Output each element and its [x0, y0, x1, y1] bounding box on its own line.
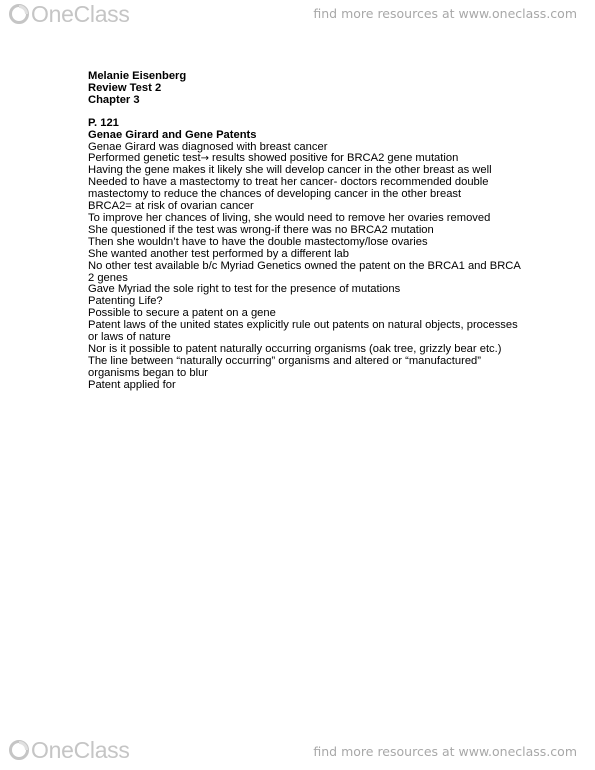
document-body: [88, 71, 528, 392]
page-footer: [0, 734, 595, 770]
right-arrow-icon: →: [200, 153, 209, 165]
note-line: Having the gene makes it likely she will develop cancer in the other breast as well: [88, 164, 492, 177]
note-line: She questioned if the test was wrong-if there was no BRCA2 mutation: [88, 223, 434, 236]
chapter-title: Chapter 3: [88, 93, 140, 106]
page-reference: P. 121: [88, 116, 119, 129]
oneclass-logo-icon: [8, 739, 30, 761]
test-title: Review Test 2: [88, 81, 162, 94]
note-line: Needed to have a mastectomy to treat her cancer- doctors recommended double: [88, 176, 489, 189]
note-line: BRCA2= at risk of ovarian cancer: [88, 200, 254, 213]
arrow-line-before: Performed genetic test: [88, 152, 201, 165]
note-line: Genae Girard was diagnosed with breast cancer: [88, 140, 328, 153]
note-line: Patent laws of the united states explicitly rule out patents on natural objects, processes: [88, 319, 518, 332]
note-line: She wanted another test performed by a different lab: [88, 247, 349, 260]
note-line: To improve her chances of living, she would need to remove her ovaries removed: [88, 211, 491, 224]
oneclass-logo[interactable]: [8, 2, 130, 26]
note-line: The line between “naturally occurring” organisms and altered or “manufactured”: [88, 354, 481, 367]
note-line: Nor is it possible to patent naturally occurring organisms (oak tree, grizzly bear etc.): [88, 342, 502, 355]
page-header: [0, 0, 595, 36]
note-line: Gave Myriad the sole right to test for the presence of mutations: [88, 283, 401, 296]
author-name: Melanie Eisenberg: [88, 70, 187, 82]
note-line: Patenting Life?: [88, 295, 163, 308]
section-title: Genae Girard and Gene Patents: [88, 128, 257, 141]
note-line: No other test available b/c Myriad Genetics owned the patent on the BRCA1 and BRCA: [88, 259, 521, 272]
logo-text: OneClass: [31, 736, 130, 763]
note-line: Then she wouldn’t have to have the double mastectomy/lose ovaries: [88, 235, 428, 248]
note-line: organisms began to blur: [88, 366, 209, 379]
note-line: mastectomy to reduce the chances of developing cancer in the other breast: [88, 188, 462, 201]
note-line: 2 genes: [88, 271, 128, 284]
header-tagline-link[interactable]: find more resources at www.oneclass.com: [313, 6, 577, 21]
note-line: Possible to secure a patent on a gene: [88, 307, 276, 320]
note-line: or laws of nature: [88, 331, 171, 344]
oneclass-logo-icon: [8, 3, 30, 25]
oneclass-logo-footer[interactable]: [8, 738, 130, 762]
arrow-line-after: results showed positive for BRCA2 gene mutation: [208, 152, 459, 165]
note-line: Patent applied for: [88, 378, 176, 391]
footer-tagline-link[interactable]: find more resources at www.oneclass.com: [313, 744, 577, 759]
logo-text: OneClass: [31, 0, 130, 27]
